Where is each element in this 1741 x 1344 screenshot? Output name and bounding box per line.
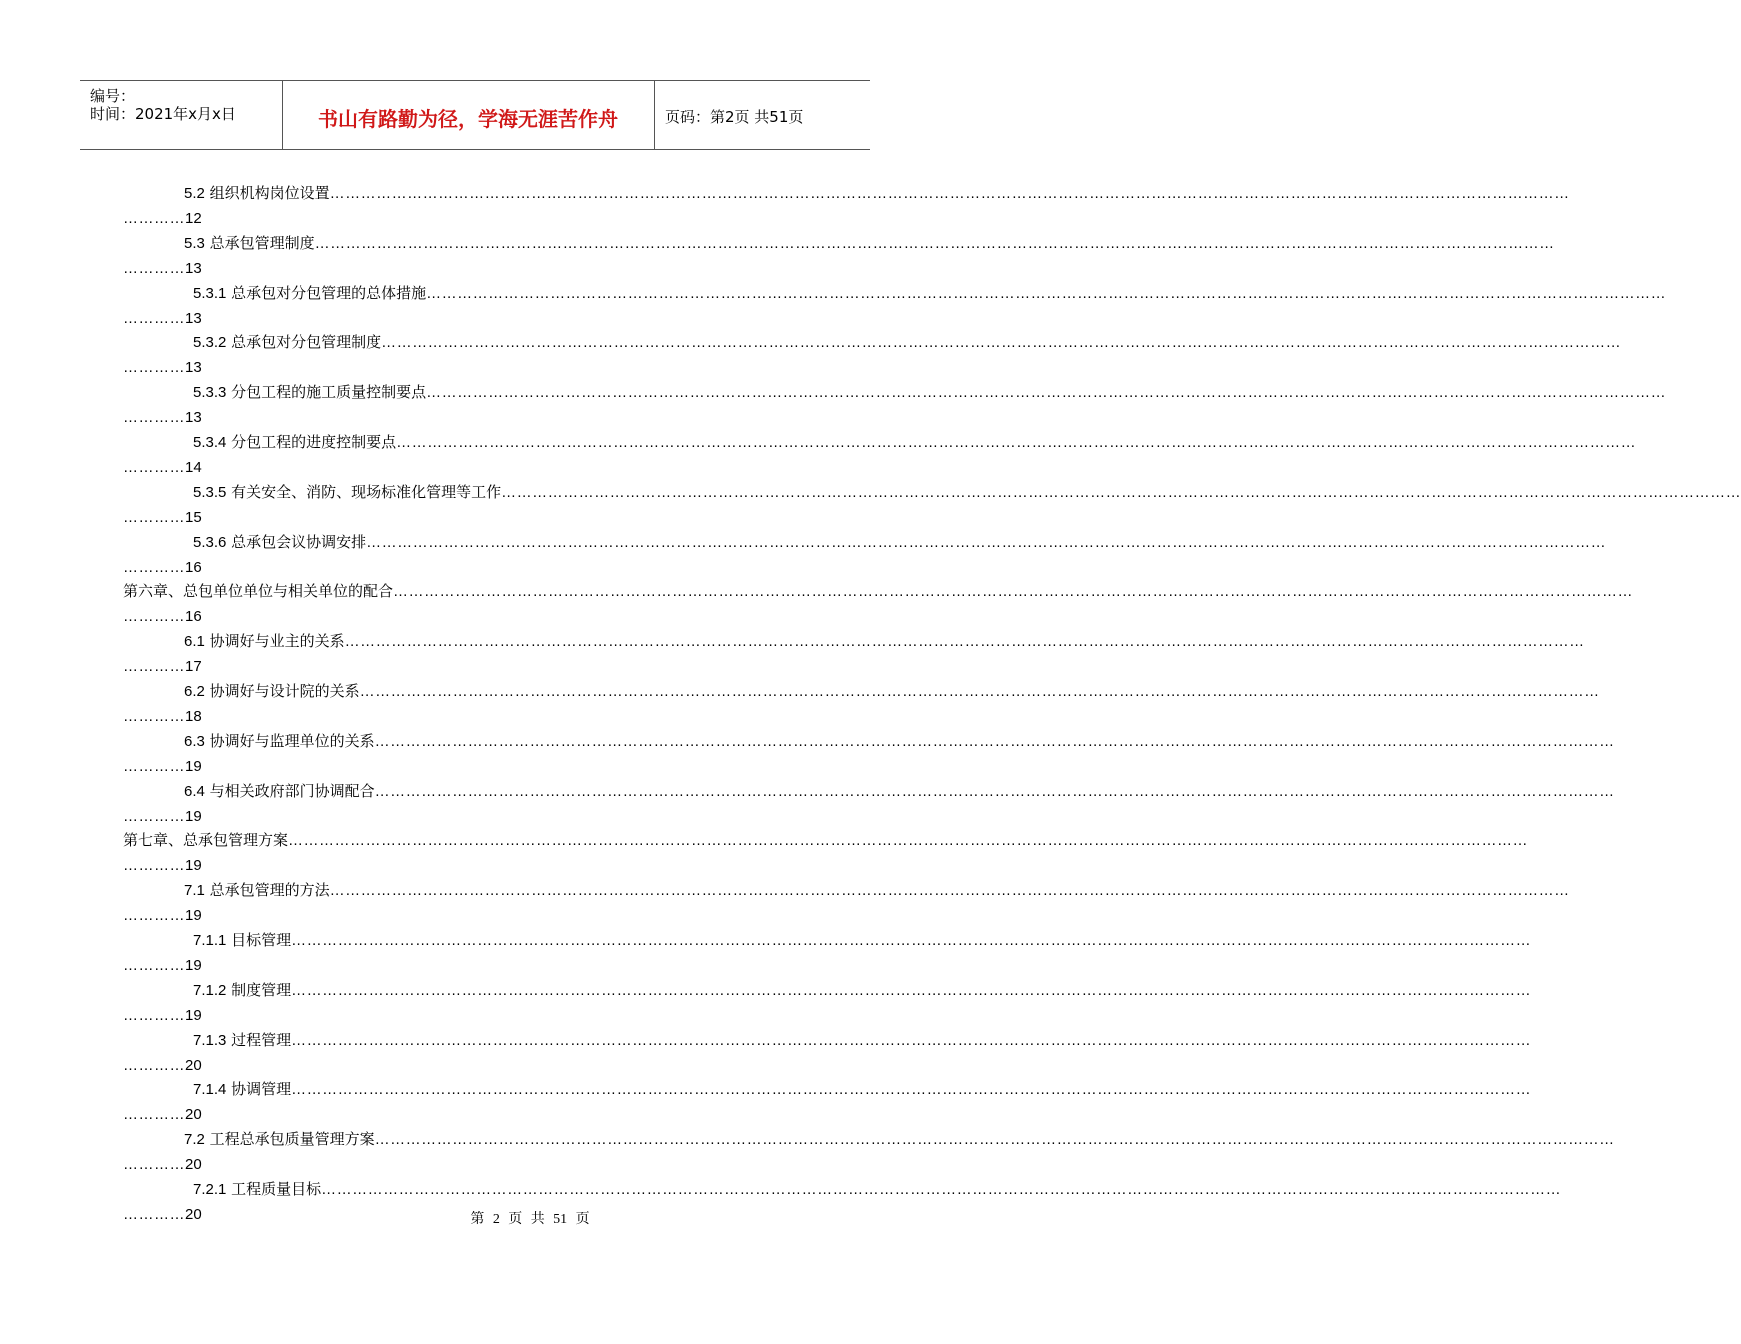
toc-entry[interactable] xyxy=(0,879,1570,925)
toc-entry[interactable] xyxy=(0,680,1600,726)
toc-page-number: 14 xyxy=(185,459,202,476)
toc-entry-heading xyxy=(193,1178,1562,1201)
toc-entry-title: 第七章、总承包管理方案 xyxy=(123,831,289,850)
toc-entry-heading xyxy=(193,431,1637,454)
document-time-label: 时间：2021年x月x日 xyxy=(90,105,236,123)
toc-entry-number: 6.2 xyxy=(184,683,205,700)
toc-entry-number: 6.3 xyxy=(184,732,205,750)
toc-leader-dots: …………………………………………………………………………………………………………………………………………………………………………………………………………………… xyxy=(288,832,1529,850)
footer-suffix: 页 xyxy=(575,1211,590,1227)
toc-leader-dots: ………… xyxy=(123,857,185,875)
toc-entry[interactable] xyxy=(0,580,1634,626)
header-slogan-cell xyxy=(282,81,655,149)
toc-entry[interactable] xyxy=(0,331,1622,377)
toc-entry-continuation xyxy=(123,556,202,579)
toc-leader-dots: …………………………………………………………………………………………………………………………………………………………………………………………………………………… xyxy=(374,732,1615,750)
toc-entry-title: 协调管理 xyxy=(231,1080,292,1099)
toc-leader-dots: …………………………………………………………………………………………………………………………………………………………………………………………………………………… xyxy=(291,1081,1532,1099)
footer-mid: 页 共 xyxy=(508,1211,545,1227)
toc-leader-dots: ………… xyxy=(123,409,185,427)
toc-entry-continuation xyxy=(123,257,202,280)
toc-leader-dots: ………… xyxy=(123,807,185,825)
toc-entry-title: 协调好与设计院的关系 xyxy=(209,682,360,700)
header-slogan: 书山有路勤为径，学海无涯苦作舟 xyxy=(318,107,618,131)
toc-leader-dots: ………… xyxy=(123,558,185,576)
toc-leader-dots: …………………………………………………………………………………………………………………………………………………………………………………………………………………… xyxy=(374,782,1615,800)
toc-entry-title: 组织机构岗位设置 xyxy=(209,184,330,202)
toc-leader-dots: …………………………………………………………………………………………………………………………………………………………………………………………………………………… xyxy=(426,384,1667,402)
toc-entry-number: 5.2 xyxy=(184,185,205,202)
toc-page-number: 19 xyxy=(185,1006,202,1024)
header-meta-cell xyxy=(80,81,283,149)
toc-page-number: 13 xyxy=(185,309,202,327)
toc-entry-heading xyxy=(184,232,1555,255)
toc-entry-continuation xyxy=(123,506,202,529)
toc-page-number: 17 xyxy=(185,658,202,676)
toc-entry-continuation xyxy=(123,1153,202,1176)
toc-entry-title: 总承包会议协调安排 xyxy=(231,532,367,551)
toc-leader-dots: …………………………………………………………………………………………………………………………………………………………………………………………………………………… xyxy=(359,683,1600,700)
toc-entry-continuation xyxy=(123,356,202,379)
toc-entry[interactable] xyxy=(0,829,1529,875)
toc-entry-title: 总承包管理的方法 xyxy=(209,881,330,900)
toc-entry[interactable] xyxy=(0,630,1585,676)
toc-entry-number: 5.3.6 xyxy=(193,533,227,551)
toc-entry-title: 分包工程的施工质量控制要点 xyxy=(231,383,427,402)
header-table xyxy=(80,80,870,150)
toc-leader-dots: …………………………………………………………………………………………………………………………………………………………………………………………………………………… xyxy=(381,334,1622,352)
toc-page-number: 16 xyxy=(185,608,202,626)
header-page-cell xyxy=(655,81,870,149)
toc-entry-continuation xyxy=(123,954,202,977)
header-page-info: 页码：第2页 共51页 xyxy=(665,108,804,126)
toc-entry-number: 5.3.5 xyxy=(193,483,227,501)
toc-entry-continuation xyxy=(123,207,202,230)
toc-leader-dots: ………… xyxy=(123,459,185,476)
toc-page-number: 20 xyxy=(185,1206,202,1223)
toc-leader-dots: …………………………………………………………………………………………………………………………………………………………………………………………………………………… xyxy=(393,583,1634,601)
toc-entry-number: 5.3 xyxy=(184,234,205,252)
toc-entry-title: 过程管理 xyxy=(231,1030,292,1049)
toc-entry-title: 总承包对分包管理制度 xyxy=(231,333,382,352)
toc-leader-dots: ………… xyxy=(123,1156,185,1174)
toc-entry-continuation xyxy=(123,854,202,877)
toc-entry-heading xyxy=(184,680,1600,703)
toc-entry-title: 第六章、总包单位单位与相关单位的配合 xyxy=(123,582,394,601)
toc-entry-title: 目标管理 xyxy=(231,931,292,949)
toc-entry-heading xyxy=(193,331,1622,354)
toc-entry-title: 与相关政府部门协调配合 xyxy=(209,781,375,800)
toc-leader-dots: …………………………………………………………………………………………………………………………………………………………………………………………………………………… xyxy=(396,434,1637,451)
toc-entry-continuation xyxy=(123,805,202,828)
toc-entry-continuation xyxy=(123,406,202,429)
toc-entry-heading xyxy=(123,580,1634,603)
toc-page-number: 19 xyxy=(185,807,202,825)
toc-entry-heading xyxy=(193,381,1667,404)
toc-page-number: 15 xyxy=(185,508,202,526)
toc-entry[interactable] xyxy=(0,1078,1532,1124)
toc-entry-title: 协调好与业主的关系 xyxy=(209,632,345,651)
toc-entry-heading xyxy=(184,1128,1615,1151)
toc-leader-dots: ………… xyxy=(123,1056,185,1074)
document-number-label: 编号： xyxy=(90,87,136,105)
toc-entry-heading xyxy=(184,182,1570,205)
toc-entry-title: 协调好与监理单位的关系 xyxy=(209,731,375,750)
toc-entry-number: 7.1.2 xyxy=(193,981,227,999)
toc-entry[interactable] xyxy=(0,481,1741,527)
toc-entry-title: 制度管理 xyxy=(231,980,292,999)
toc-leader-dots: …………………………………………………………………………………………………………………………………………………………………………………………………………………… xyxy=(366,533,1607,551)
toc-leader-dots: ………… xyxy=(123,658,185,676)
toc-entry-heading xyxy=(193,979,1532,1002)
toc-entry[interactable] xyxy=(0,381,1667,427)
toc-entry-heading xyxy=(184,879,1570,902)
toc-leader-dots: …………………………………………………………………………………………………………………………………………………………………………………………………………………… xyxy=(501,483,1741,501)
toc-entry-number: 6.1 xyxy=(184,633,205,651)
toc-entry-number: 5.3.3 xyxy=(193,384,227,402)
toc-entry-title: 总承包管理制度 xyxy=(209,233,315,252)
toc-page-number: 12 xyxy=(185,210,202,227)
toc-entry-title: 总承包对分包管理的总体措施 xyxy=(231,283,427,302)
toc-entry-continuation xyxy=(123,605,202,628)
toc-leader-dots: ………… xyxy=(123,259,185,277)
toc-leader-dots: …………………………………………………………………………………………………………………………………………………………………………………………………………………… xyxy=(291,981,1532,999)
toc-leader-dots: ………… xyxy=(123,957,185,974)
toc-leader-dots: ………… xyxy=(123,708,185,725)
toc-leader-dots: …………………………………………………………………………………………………………………………………………………………………………………………………………………… xyxy=(314,234,1555,252)
toc-entry-number: 7.1.4 xyxy=(193,1081,227,1099)
toc-page-number: 19 xyxy=(185,857,202,875)
toc-entry-continuation xyxy=(123,755,202,778)
toc-page-number: 20 xyxy=(185,1056,202,1074)
toc-leader-dots: …………………………………………………………………………………………………………………………………………………………………………………………………………………… xyxy=(374,1131,1615,1149)
toc-page-number: 13 xyxy=(185,359,202,377)
toc-entry-number: 5.3.2 xyxy=(193,334,227,352)
toc-page-number: 13 xyxy=(185,259,202,277)
toc-entry-title: 工程总承包质量管理方案 xyxy=(209,1130,375,1149)
toc-entry-continuation xyxy=(123,1004,202,1027)
toc-entry-number: 7.1.3 xyxy=(193,1031,227,1049)
toc-entry[interactable] xyxy=(0,182,1570,228)
toc-entry[interactable] xyxy=(0,1128,1615,1174)
toc-entry-title: 有关安全、消防、现场标准化管理等工作 xyxy=(231,482,502,501)
toc-leader-dots: ………… xyxy=(123,210,185,227)
footer-prefix: 第 xyxy=(470,1211,485,1227)
toc-entry[interactable] xyxy=(0,282,1667,328)
footer-current-page: 2 xyxy=(492,1212,500,1227)
toc-leader-dots: ………… xyxy=(123,508,185,526)
toc-page-number: 19 xyxy=(185,907,202,925)
toc-entry-heading xyxy=(193,282,1667,305)
toc-entry-number: 6.4 xyxy=(184,782,205,800)
toc-entry-heading xyxy=(193,1029,1532,1052)
toc-entry-heading xyxy=(184,780,1615,803)
toc-entry[interactable] xyxy=(0,1029,1532,1075)
toc-entry-continuation xyxy=(123,705,202,728)
toc-entry-heading xyxy=(184,730,1615,753)
toc-entry[interactable] xyxy=(0,431,1637,477)
toc-page-number: 20 xyxy=(185,1106,202,1124)
toc-leader-dots: ………… xyxy=(123,1206,185,1223)
toc-page-number: 16 xyxy=(185,558,202,576)
toc-leader-dots: …………………………………………………………………………………………………………………………………………………………………………………………………………………… xyxy=(329,185,1570,202)
toc-leader-dots: …………………………………………………………………………………………………………………………………………………………………………………………………………………… xyxy=(321,1181,1562,1198)
toc-entry-continuation xyxy=(123,655,202,678)
toc-entry-continuation xyxy=(123,307,202,330)
toc-leader-dots: …………………………………………………………………………………………………………………………………………………………………………………………………………………… xyxy=(344,633,1585,651)
toc-leader-dots: …………………………………………………………………………………………………………………………………………………………………………………………………………………… xyxy=(291,932,1532,949)
toc-leader-dots: ………… xyxy=(123,359,185,377)
toc-entry-number: 7.2.1 xyxy=(193,1181,227,1198)
toc-entry-heading xyxy=(193,929,1532,952)
toc-entry-number: 7.1.1 xyxy=(193,932,227,949)
toc-entry[interactable] xyxy=(0,730,1615,776)
toc-entry-title: 工程质量目标 xyxy=(231,1180,322,1198)
toc-page-number: 19 xyxy=(185,957,202,974)
toc-page-number: 18 xyxy=(185,708,202,725)
toc-page-number: 13 xyxy=(185,409,202,427)
toc-entry-heading xyxy=(184,630,1585,653)
footer-total-pages: 51 xyxy=(553,1212,568,1227)
toc-entry-continuation xyxy=(123,1054,202,1077)
toc-leader-dots: …………………………………………………………………………………………………………………………………………………………………………………………………………………… xyxy=(291,1031,1532,1049)
toc-entry[interactable] xyxy=(0,929,1532,975)
toc-entry-heading xyxy=(123,829,1529,852)
toc-entry-continuation xyxy=(123,456,202,479)
toc-entry-number: 7.1 xyxy=(184,882,205,900)
toc-entry-number: 5.3.1 xyxy=(193,284,227,302)
toc-entry-heading xyxy=(193,531,1607,554)
toc-entry[interactable] xyxy=(0,531,1607,577)
toc-entry[interactable] xyxy=(0,232,1555,278)
toc-entry[interactable] xyxy=(0,979,1532,1025)
toc-entry[interactable] xyxy=(0,780,1615,826)
toc-leader-dots: ………… xyxy=(123,1106,185,1124)
toc-leader-dots: ………… xyxy=(123,1006,185,1024)
toc-leader-dots: ………… xyxy=(123,309,185,327)
toc-entry-heading xyxy=(193,1078,1532,1101)
toc-leader-dots: ………… xyxy=(123,608,185,626)
toc-entry-heading xyxy=(193,481,1741,504)
toc-page-number: 19 xyxy=(185,757,202,775)
toc-entry-number: 7.2 xyxy=(184,1131,205,1149)
toc-leader-dots: …………………………………………………………………………………………………………………………………………………………………………………………………………………… xyxy=(329,882,1570,900)
toc-page-number: 20 xyxy=(185,1156,202,1174)
toc-leader-dots: …………………………………………………………………………………………………………………………………………………………………………………………………………………… xyxy=(426,284,1667,302)
page-footer xyxy=(0,1208,950,1228)
toc-leader-dots: ………… xyxy=(123,907,185,925)
toc-entry-number: 5.3.4 xyxy=(193,434,227,451)
toc-entry-continuation xyxy=(123,904,202,927)
toc-leader-dots: ………… xyxy=(123,757,185,775)
toc-entry-continuation xyxy=(123,1103,202,1126)
toc-entry-title: 分包工程的进度控制要点 xyxy=(231,433,397,451)
